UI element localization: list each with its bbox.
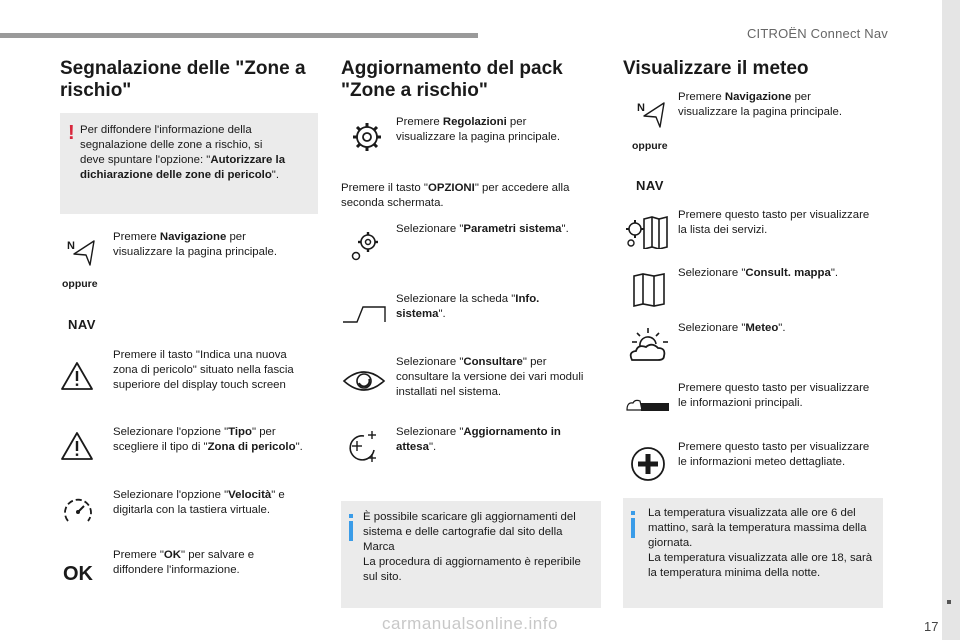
title-line: rischio" bbox=[60, 80, 132, 101]
oppure-label: oppure bbox=[62, 278, 98, 290]
warning-note-text: Per diffondere l'informazione della segnalazione delle zone a rischio, si deve spuntare l'opzione: "Autorizzare la dichiarazione delle zone di pericolo". bbox=[80, 124, 286, 181]
system-settings-gears-icon bbox=[350, 230, 380, 262]
step-settings-text: Premere Regolazioni per visualizzare la pagina principale. bbox=[396, 116, 560, 143]
sidebar-dot bbox=[947, 600, 951, 604]
step-ok-text: Premere "OK" per salvare e diffondere l'informazione. bbox=[113, 549, 255, 576]
step-speed-text: Selezionare l'opzione "Velocità" e digitarla con la tastiera virtuale. bbox=[113, 489, 285, 516]
step-report-zone-text: Premere il tasto "Indica una nuova zona di pericolo" situato nella fascia superiore del display touch screen bbox=[113, 349, 294, 391]
options-text: Premere il tasto "OPZIONI" per accedere alla seconda schermata. bbox=[341, 182, 570, 209]
map-icon bbox=[632, 272, 666, 308]
oppure-label: oppure bbox=[632, 140, 668, 152]
nav-button-label: NAV bbox=[68, 317, 96, 332]
info-icon bbox=[349, 521, 353, 541]
navigation-arrow-icon bbox=[66, 238, 98, 266]
warning-triangle-icon bbox=[60, 431, 94, 461]
info-icon bbox=[631, 518, 635, 538]
weather-summary-bar-icon bbox=[626, 398, 670, 412]
info-note-text: La temperatura visualizzata alle ore 6 del mattino, sarà la temperatura massima della giornata. La temperatura visualizzata alle ore 18, sarà la temperatura minima della notte. bbox=[648, 507, 873, 579]
step-params-text: Selezionare "Parametri sistema". bbox=[396, 223, 569, 235]
svg-text:N: N bbox=[67, 240, 75, 252]
svg-text:N: N bbox=[637, 102, 645, 114]
nav-button-label: NAV bbox=[636, 178, 664, 193]
settings-gear-icon bbox=[352, 122, 382, 152]
services-map-gear-icon bbox=[626, 215, 668, 249]
title-line: Segnalazione delle "Zone a bbox=[60, 58, 306, 79]
header-title: CITROËN Connect Nav bbox=[746, 26, 888, 41]
step-navigation-text: Premere Navigazione per visualizzare la pagina principale. bbox=[113, 231, 277, 258]
step-meteo-text: Selezionare "Meteo". bbox=[678, 322, 786, 334]
page-sidebar bbox=[942, 0, 960, 640]
weather-sun-cloud-icon bbox=[628, 326, 670, 362]
header-rule bbox=[0, 33, 478, 38]
step-info-text: Selezionare la scheda "Info. sistema". bbox=[396, 293, 540, 320]
step-update-text: Selezionare "Aggiornamento in attesa". bbox=[396, 426, 561, 453]
info-note-update bbox=[341, 501, 601, 608]
section-title-aggiornamento bbox=[341, 58, 603, 102]
step-main-info-text: Premere questo tasto per visualizzare le informazioni principali. bbox=[678, 382, 870, 409]
navigation-arrow-icon bbox=[636, 100, 668, 128]
plus-circle-icon bbox=[630, 446, 666, 482]
step-consult-text: Selezionare "Consultare" per consultare la versione dei vari moduli installati nel sistema. bbox=[396, 356, 584, 398]
step-map-text: Selezionare "Consult. mappa". bbox=[678, 267, 839, 279]
warning-exclamation-icon: ! bbox=[68, 122, 75, 144]
step-type-text: Selezionare l'opzione "Tipo" per scegliere il tipo di "Zona di pericolo". bbox=[113, 426, 303, 453]
title-line: "Zone a rischio" bbox=[341, 80, 488, 101]
eye-icon bbox=[342, 367, 386, 395]
section-title-meteo: Visualizzare il meteo bbox=[623, 58, 809, 79]
step-navigation-text: Premere Navigazione per visualizzare la pagina principale. bbox=[678, 91, 842, 118]
info-note-text: È possibile scaricare gli aggiornamenti del sistema e delle cartografie dal sito della Marca La procedura di aggiornamento è reperibile sul sito. bbox=[363, 511, 581, 583]
ok-button-label: OK bbox=[63, 563, 93, 585]
step-services-text: Premere questo tasto per visualizzare la lista dei servizi. bbox=[678, 209, 870, 236]
info-tab-icon bbox=[341, 304, 387, 324]
pending-update-icon bbox=[344, 428, 380, 464]
title-line: Aggiornamento del pack bbox=[341, 58, 563, 79]
warning-note bbox=[60, 113, 318, 214]
warning-triangle-icon bbox=[60, 361, 94, 391]
section-title-zone-rischio bbox=[60, 58, 320, 102]
step-detail-text: Premere questo tasto per visualizzare le informazioni meteo dettagliate. bbox=[678, 441, 870, 468]
info-note-meteo bbox=[623, 498, 883, 608]
page-number: 17 bbox=[924, 619, 939, 634]
speedometer-icon bbox=[62, 495, 94, 527]
watermark: carmanualsonline.info bbox=[382, 614, 558, 633]
